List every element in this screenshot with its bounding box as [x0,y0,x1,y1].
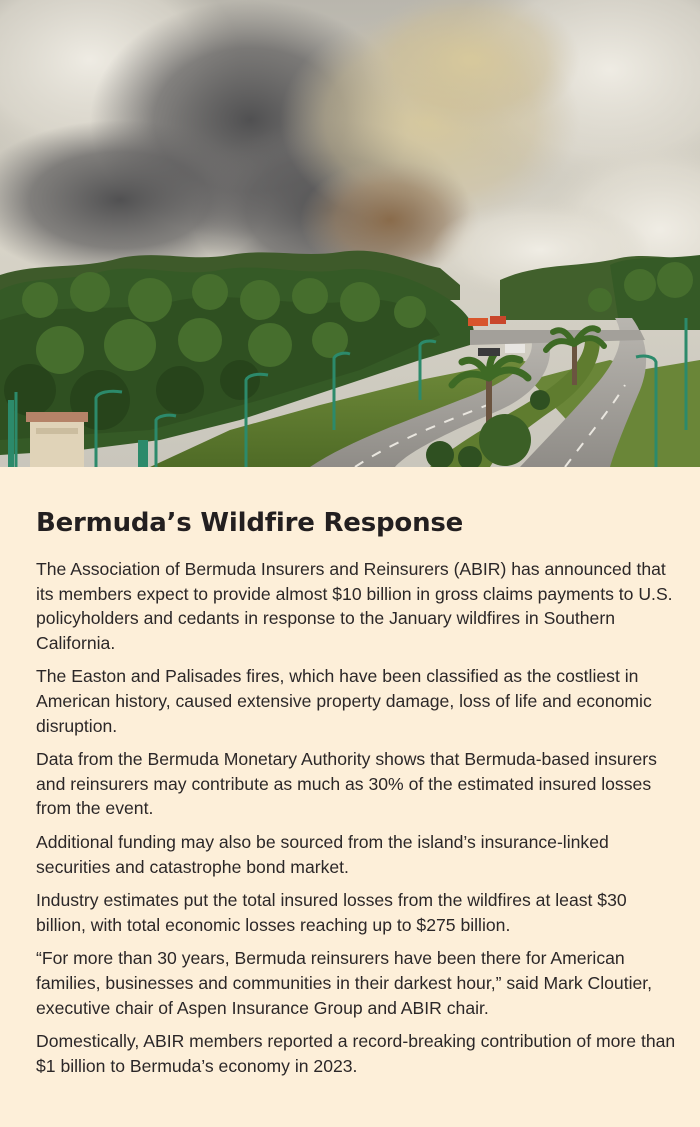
paragraph-domestic-contribution: Domestically, ABIR members reported a record-breaking contribution of more than $1 billion to Bermuda’s economy in 2023. [36,1031,676,1076]
paragraph-cloutier-quote: “For more than 30 years, Bermuda reinsurers have been there for American families, businesses and communities in their darkest hour,” said Mark Cloutier, executive chair of Aspen Insurance Group and ABIR chair. [36,948,653,1018]
paragraph-fires-damage: The Easton and Palisades fires, which have been classified as the costliest in American history, caused extensive property damage, loss of life and economic disruption. [36,666,652,736]
paragraph-additional-funding: Additional funding may also be sourced from the island’s insurance-linked securities and catastrophe bond market. [36,831,609,877]
wildfire-photo [0,0,700,467]
paragraph-industry-estimates: Industry estimates put the total insured losses from the wildfires at least $30 billion, with total economic losses reaching up to $275 billion. [36,890,627,935]
article-title: Bermuda’s Wildfire Response [36,508,464,538]
paragraph-bma-data: Data from the Bermuda Monetary Authority shows that Bermuda-based insurers and reinsurers may contribute as much as 30% of the estimated insured losses from the event. [36,749,657,819]
paragraph-abir-announcement: The Association of Bermuda Insurers and Reinsurers (ABIR) has announced that its members expect to provide almost $10 billion in gross claims payments to U.S. policyholders and cedants in response to the January wildfires in Southern California. [36,559,673,653]
article-body [36,505,676,1087]
